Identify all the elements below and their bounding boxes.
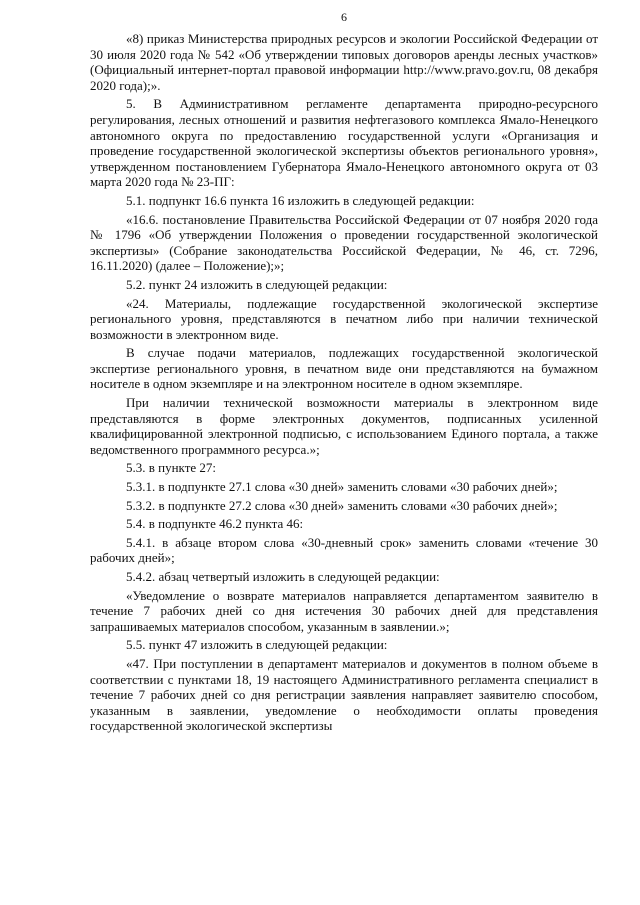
- page-number: 6: [341, 10, 347, 24]
- paragraph: 5.3. в пункте 27:: [126, 460, 217, 476]
- paragraph: 5.4.1. в абзаце втором слова «30-дневный срок» заменить словами «течение 30 рабочих дней»;: [90, 534, 598, 566]
- paragraph: «Уведомление о возврате материалов направляется департаментом заявителю в течение 7 рабочих дней со дня истечения 30 рабочих дней для представления запрашиваемых материалов способом, указанным в заявлении.»;: [90, 587, 598, 634]
- paragraph: 5.4.2. абзац четвертый изложить в следующей редакции:: [126, 569, 440, 584]
- paragraph: «16.6. постановление Правительства Российской Федерации от 07 ноября 2020 года № 1796 «Об утверждении Положения о проведении государственной экологической экспертизы» (Собрание законодательства Российской Федерации, № 46, ст. 7296, 16.11.2020) (далее – Положение);»;: [90, 211, 598, 274]
- paragraph: 5.3.2. в подпункте 27.2 слова «30 дней» заменить словами «30 рабочих дней»;: [126, 497, 558, 513]
- paragraph: «24. Материалы, подлежащие государственной экологической экспертизе регионального уровня, представляются в печатном либо при наличии технической возможности в электронном виде.: [90, 295, 598, 342]
- paragraph: 5.1. подпункт 16.6 пункта 16 изложить в следующей редакции:: [126, 192, 475, 208]
- paragraph: 5.4. в подпункте 46.2 пункта 46:: [126, 516, 304, 532]
- paragraph: «47. При поступлении в департамент материалов и документов в полном объеме в соответствии с пунктами 18, 19 настоящего Административного регламента специалист в течение 7 рабочих дней со дня регистрации заявления направляет заявителю способом, указанным в заявлении, уведомление о необходимости оплаты проведения государственной экологической экспертизы: [90, 655, 598, 734]
- paragraph: В случае подачи материалов, подлежащих государственной экологической экспертизе регионального уровня, в печатном виде они представляются на бумажном носителе в одном экземпляре и на электронном носителе в одном экземпляре.: [90, 345, 598, 392]
- paragraph: 5. В Административном регламенте департамента природно-ресурсного регулирования, лесных отношений и развития нефтегазового комплекса Ямало-Ненецкого автономного округа по предоставлению государственной услуги «Организация и проведение государственной экологической экспертизы объектов регионального уровня», утвержденном постановлением Губернатора Ямало-Ненецкого автономного округа от 03 марта 2020 года № 23-ПГ:: [90, 96, 598, 190]
- paragraph: 5.5. пункт 47 изложить в следующей редакции:: [126, 637, 388, 653]
- paragraph: При наличии технической возможности материалы в электронном виде представляются в форме электронных документов, подписанных усиленной квалифицированной электронной подписью, с использованием Единого портала, а также ведомственного программного ресурса.»;: [90, 395, 598, 457]
- paragraph: 5.3.1. в подпункте 27.1 слова «30 дней» заменить словами «30 рабочих дней»;: [126, 479, 558, 495]
- paragraph: 5.2. пункт 24 изложить в следующей редакции:: [126, 276, 388, 292]
- document-body: [90, 31, 598, 734]
- paragraph: «8) приказ Министерства природных ресурсов и экологии Российской Федерации от 30 июля 2020 года № 542 «Об утверждении типовых договоров аренды лесных участков» (Официальный интернет-портал правовой информации http://www.pravo.gov.ru, 08 декабря 2020 года);».: [90, 31, 598, 93]
